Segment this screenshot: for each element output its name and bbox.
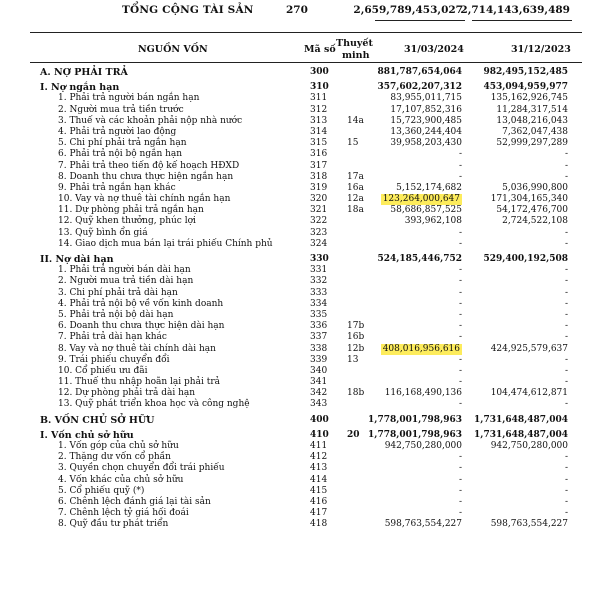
row-value-q1: - (458, 265, 462, 276)
row-value-ye: - (564, 238, 568, 249)
row-code: 332 (310, 276, 328, 287)
row-value-ye: - (564, 474, 568, 485)
row-value-q1: 39,958,203,430 (390, 138, 462, 149)
row-value-q1-highlighted: 408,016,956,616 (382, 343, 460, 354)
row-value-ye: - (564, 377, 568, 388)
row-value-ye: 7,362,047,438 (502, 126, 568, 137)
row-value-q1: - (458, 474, 462, 485)
row-value-q1: - (458, 227, 462, 238)
row-label: 8. Vay và nợ thuê tài chính dài hạn (58, 343, 216, 354)
table-row (0, 497, 600, 508)
table-row (0, 415, 600, 426)
row-label: 8. Quỹ đầu tư phát triển (58, 519, 169, 530)
row-value-ye: 135,162,926,745 (490, 93, 568, 104)
row-note: 14a (347, 115, 364, 126)
row-label: A. NỢ PHẢI TRẢ (40, 67, 128, 78)
row-label: 6. Chênh lệch đánh giá lại tài sản (58, 496, 211, 507)
table-row (0, 463, 600, 474)
row-label: 3. Chi phí phải trả dài hạn (58, 287, 178, 298)
row-code: 320 (310, 194, 328, 205)
row-label: 7. Phải trả dài hạn khác (58, 332, 167, 343)
row-value-q1: 1,778,001,798,963 (368, 429, 462, 440)
row-note: 20 (347, 429, 360, 440)
row-label: 7. Phải trả theo tiến độ kế hoạch HĐXD (58, 160, 240, 171)
row-value-q1: - (458, 365, 462, 376)
table-row (0, 228, 600, 239)
row-code: 412 (310, 452, 328, 463)
row-value-ye: 2,724,522,108 (502, 216, 568, 227)
table-row (0, 486, 600, 497)
row-value-q1: - (458, 332, 462, 343)
row-label: 3. Quyền chọn chuyển đổi trái phiếu (58, 463, 225, 474)
header-date-1: 31/03/2024 (404, 44, 464, 55)
row-code: 416 (310, 496, 328, 507)
row-value-ye: - (564, 508, 568, 519)
row-value-q1: 942,750,280,000 (384, 441, 462, 451)
row-value-q1: - (458, 377, 462, 388)
row-value-q1: - (458, 298, 462, 309)
row-code: 319 (310, 182, 328, 193)
row-code: 400 (310, 414, 329, 425)
row-code: 324 (310, 238, 328, 249)
row-value-ye: 598,763,554,227 (490, 519, 568, 530)
table-row (0, 138, 600, 149)
table-row (0, 344, 600, 355)
row-value-ye: 453,094,959,977 (483, 82, 568, 93)
row-label: 1. Vốn góp của chủ sở hữu (58, 441, 179, 451)
row-code: 410 (310, 429, 329, 440)
table-row (0, 149, 600, 160)
row-code: 342 (310, 388, 328, 399)
row-value-q1: 393,962,108 (404, 216, 462, 227)
row-code: 337 (310, 332, 328, 343)
row-code: 411 (310, 441, 328, 451)
row-value-ye: 424,925,579,637 (490, 343, 568, 354)
table-row (0, 452, 600, 463)
row-value-ye: - (564, 463, 568, 474)
row-value-ye: - (564, 160, 568, 171)
row-value-ye: - (564, 298, 568, 309)
row-value-q1: - (458, 508, 462, 519)
row-label: 2. Thặng dư vốn cổ phần (58, 452, 171, 463)
row-value-ye: - (564, 321, 568, 332)
header-source: NGUỒN VỐN (138, 44, 208, 55)
table-row (0, 265, 600, 276)
row-value-ye: - (564, 227, 568, 238)
total-underline-2 (472, 20, 572, 21)
header-note-line2: minh (342, 50, 370, 61)
table-row (0, 310, 600, 321)
row-note: 18a (347, 205, 364, 216)
row-code: 310 (310, 82, 329, 93)
row-code: 417 (310, 508, 328, 519)
table-row (0, 288, 600, 299)
total-underline-1 (375, 20, 465, 21)
row-value-ye: - (564, 485, 568, 496)
row-label: 5. Phải trả nội bộ dài hạn (58, 309, 174, 320)
row-label: B. VỐN CHỦ SỞ HỮU (40, 414, 155, 426)
row-value-q1: - (458, 321, 462, 332)
table-row (0, 441, 600, 452)
row-value-ye: 13,048,216,043 (496, 115, 568, 126)
table-row (0, 508, 600, 519)
table-row (0, 127, 600, 138)
row-code: 318 (310, 171, 328, 182)
row-label: 12. Quỹ khen thưởng, phúc lợi (58, 216, 196, 227)
total-assets-value-q1: 2,659,789,453,027 (353, 4, 463, 16)
row-note: 18b (347, 388, 365, 399)
row-code: 415 (310, 485, 328, 496)
total-assets-code: 270 (286, 4, 308, 16)
table-row (0, 399, 600, 410)
row-value-ye: - (564, 365, 568, 376)
row-code: 340 (310, 365, 328, 376)
row-label: 10. Vay và nợ thuê tài chính ngắn hạn (58, 194, 231, 205)
row-code: 323 (310, 227, 328, 238)
row-label: 6. Phải trả nội bộ ngắn hạn (58, 149, 183, 160)
row-note: 17b (347, 321, 365, 332)
row-code: 315 (310, 138, 328, 149)
table-row (0, 475, 600, 486)
row-code: 418 (310, 519, 328, 530)
header-date-2: 31/12/2023 (511, 44, 571, 55)
row-label: 12. Dự phòng phải trả dài hạn (58, 388, 196, 399)
row-value-ye: - (564, 171, 568, 182)
table-row (0, 430, 600, 441)
row-value-ye: - (564, 332, 568, 343)
row-value-ye: 171,304,165,340 (490, 194, 568, 205)
header-note-line1: Thuyết (336, 38, 373, 49)
total-assets-label: TỔNG CỘNG TÀI SẢN (122, 4, 254, 16)
row-code: 322 (310, 216, 328, 227)
row-label: 4. Phải trả người lao động (58, 126, 177, 137)
row-code: 341 (310, 377, 328, 388)
row-value-ye: 1,731,648,487,004 (474, 429, 568, 440)
row-value-ye: 1,731,648,487,004 (474, 414, 568, 425)
row-value-q1: - (458, 354, 462, 365)
table-row (0, 183, 600, 194)
table-row (0, 355, 600, 366)
row-label: I. Nợ ngắn hạn (40, 82, 120, 94)
row-value-q1: 357,602,207,312 (377, 82, 462, 93)
row-value-ye: - (564, 354, 568, 365)
row-label: 4. Phải trả nội bộ về vốn kinh doanh (58, 298, 224, 309)
table-row (0, 67, 600, 78)
row-label: 9. Trái phiếu chuyển đổi (58, 354, 170, 365)
row-label: 13. Quỹ bình ổn giá (58, 227, 148, 238)
row-value-q1: - (458, 463, 462, 474)
row-value-ye: - (564, 399, 568, 410)
row-note: 12a (347, 194, 364, 205)
row-value-ye: - (564, 265, 568, 276)
row-code: 333 (310, 287, 328, 298)
table-row (0, 194, 600, 205)
table-row (0, 332, 600, 343)
row-value-q1: 58,686,857,525 (390, 205, 462, 216)
row-code: 414 (310, 474, 328, 485)
row-value-q1: 524,185,446,752 (377, 254, 462, 264)
row-note: 17a (347, 171, 364, 182)
table-row (0, 82, 600, 93)
row-note: 15 (347, 138, 359, 149)
table-row (0, 276, 600, 287)
row-label: 1. Phải trả người bán dài hạn (58, 265, 191, 276)
row-label: 9. Phải trả ngắn hạn khác (58, 182, 176, 193)
row-value-q1: - (458, 160, 462, 171)
row-value-q1: - (458, 485, 462, 496)
table-row (0, 93, 600, 104)
row-value-q1: 598,763,554,227 (384, 519, 462, 530)
header-top-rule (30, 32, 582, 33)
row-value-ye: 11,284,317,514 (496, 104, 568, 115)
row-label: 8. Doanh thu chưa thực hiện ngắn hạn (58, 171, 234, 182)
table-row (0, 299, 600, 310)
row-label: 13. Quỹ phát triển khoa học và công nghệ (58, 399, 250, 410)
row-code: 311 (310, 93, 328, 104)
table-row (0, 205, 600, 216)
row-label: 11. Dự phòng phải trả ngắn hạn (58, 205, 204, 216)
row-value-ye: - (564, 149, 568, 160)
row-code: 300 (310, 67, 329, 77)
row-value-ye: - (564, 496, 568, 507)
row-value-ye: - (564, 287, 568, 298)
table-row (0, 321, 600, 332)
row-value-ye: - (564, 452, 568, 463)
row-code: 413 (310, 463, 328, 474)
row-code: 343 (310, 399, 328, 410)
row-value-ye: 5,036,990,800 (502, 182, 568, 193)
row-code: 314 (310, 126, 328, 137)
table-row (0, 366, 600, 377)
row-label: 2. Người mua trả tiền trước (58, 104, 184, 115)
row-code: 335 (310, 309, 328, 320)
row-value-ye: 529,400,192,508 (483, 254, 568, 264)
table-row (0, 161, 600, 172)
row-value-q1: 13,360,244,404 (390, 126, 462, 137)
row-value-q1: 5,152,174,682 (396, 182, 462, 193)
row-value-ye: 54,172,476,700 (496, 205, 568, 216)
total-assets-value-ye: 2,714,143,639,489 (460, 4, 570, 16)
row-value-q1: - (458, 287, 462, 298)
row-value-q1: - (458, 276, 462, 287)
row-value-q1: 116,168,490,136 (384, 388, 462, 399)
row-note: 16b (347, 332, 365, 343)
row-code: 317 (310, 160, 328, 171)
table-row (0, 254, 600, 265)
row-label: II. Nợ dài hạn (40, 254, 114, 265)
row-note: 12b (347, 343, 365, 354)
row-label: I. Vốn chủ sở hữu (40, 429, 134, 441)
row-label: 1. Phải trả người bán ngắn hạn (58, 93, 200, 104)
row-label: 2. Người mua trả tiền dài hạn (58, 276, 194, 287)
row-value-q1: - (458, 309, 462, 320)
row-label: 5. Chi phí phải trả ngắn hạn (58, 138, 187, 149)
row-code: 321 (310, 205, 328, 216)
row-value-q1: - (458, 238, 462, 249)
header-code: Mã số (304, 44, 336, 55)
row-value-q1: 881,787,654,064 (377, 67, 462, 77)
row-code: 312 (310, 104, 328, 115)
row-value-q1: - (458, 149, 462, 160)
row-code: 334 (310, 298, 328, 309)
table-row (0, 216, 600, 227)
table-row (0, 116, 600, 127)
row-label: 10. Cổ phiếu ưu đãi (58, 365, 148, 376)
row-value-q1: - (458, 496, 462, 507)
row-code: 330 (310, 254, 329, 264)
row-value-ye: 104,474,612,871 (490, 388, 568, 399)
row-value-ye: 52,999,297,289 (496, 138, 568, 149)
row-value-q1: 17,107,852,316 (390, 104, 462, 115)
liabilities-equity-table (0, 67, 600, 531)
table-row (0, 388, 600, 399)
row-value-ye: 942,750,280,000 (490, 441, 568, 451)
table-row (0, 172, 600, 183)
row-value-q1: 83,955,011,715 (390, 93, 462, 104)
row-label: 11. Thuế thu nhập hoãn lại phải trả (58, 377, 220, 388)
row-code: 339 (310, 354, 328, 365)
row-code: 331 (310, 265, 328, 276)
table-row (0, 519, 600, 530)
row-value-q1-highlighted: 123,264,000,647 (382, 194, 460, 205)
row-code: 338 (310, 343, 328, 354)
row-label: 4. Vốn khác của chủ sở hữu (58, 474, 184, 485)
row-code: 313 (310, 115, 328, 126)
row-note: 13 (347, 354, 359, 365)
row-value-q1: 1,778,001,798,963 (368, 414, 462, 425)
row-value-q1: 15,723,900,485 (390, 115, 462, 126)
header-bottom-rule (30, 62, 582, 63)
row-label: 7. Chênh lệch tỷ giá hối đoái (58, 508, 189, 519)
row-label: 3. Thuế và các khoản phải nộp nhà nước (58, 115, 243, 126)
row-value-q1: - (458, 399, 462, 410)
row-code: 316 (310, 149, 328, 160)
row-label: 6. Doanh thu chưa thực hiện dài hạn (58, 321, 225, 332)
row-value-ye: - (564, 276, 568, 287)
row-value-ye: 982,495,152,485 (483, 67, 568, 77)
table-row (0, 239, 600, 250)
row-value-ye: - (564, 309, 568, 320)
row-value-q1: - (458, 171, 462, 182)
row-value-q1: - (458, 452, 462, 463)
table-row (0, 377, 600, 388)
row-label: 14. Giao dịch mua bán lại trái phiếu Chính phủ (58, 238, 273, 249)
table-row (0, 105, 600, 116)
row-note: 16a (347, 182, 364, 193)
row-code: 336 (310, 321, 328, 332)
row-label: 5. Cổ phiếu quỹ (*) (58, 485, 145, 496)
